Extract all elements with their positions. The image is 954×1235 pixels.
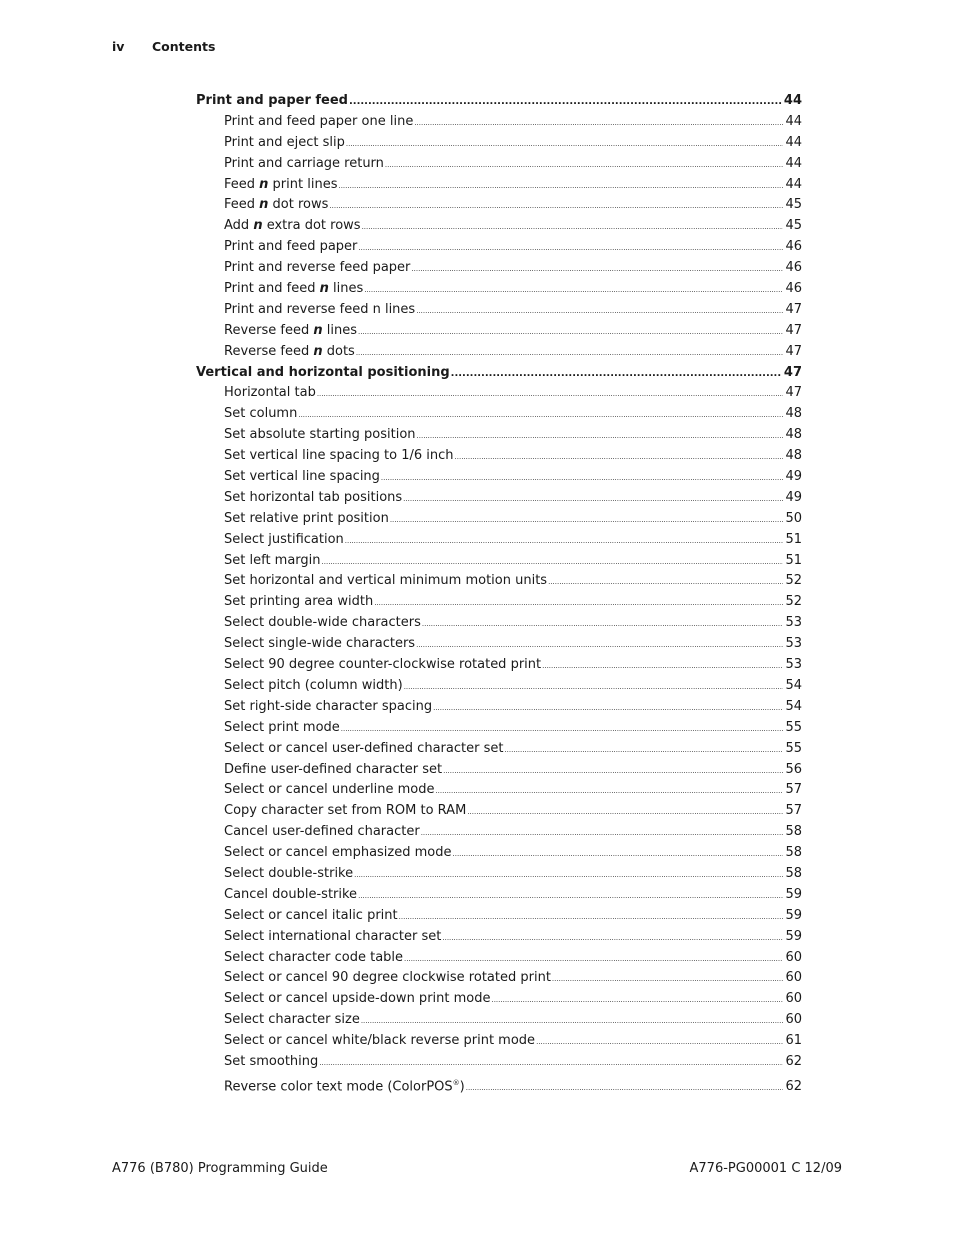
toc-page-number: 62	[785, 1079, 802, 1095]
toc-entry-title: Select or cancel white/black reverse print mode	[224, 1033, 536, 1049]
dot-leader	[536, 1032, 783, 1053]
toc-entry[interactable]	[196, 843, 802, 864]
dot-leader	[319, 1053, 783, 1074]
dot-leader	[345, 531, 784, 552]
toc-page-number: 53	[785, 657, 802, 673]
dot-leader	[443, 761, 783, 782]
dot-leader	[414, 113, 783, 134]
toc-entry-title: Select or cancel italic print	[224, 907, 398, 923]
toc-entry[interactable]	[196, 948, 802, 969]
toc-entry[interactable]	[196, 279, 802, 300]
dot-leader	[358, 238, 783, 259]
toc-page-number: 47	[785, 301, 802, 317]
dot-leader	[358, 886, 783, 907]
toc-page-number: 53	[785, 636, 802, 652]
toc-entry[interactable]	[196, 592, 802, 613]
toc-entry-title: Select international character set	[224, 928, 442, 944]
dot-leader	[346, 134, 784, 155]
toc-page-number: 45	[785, 218, 802, 234]
toc-page-number: 44	[785, 134, 802, 150]
toc-entry[interactable]	[196, 509, 802, 530]
toc-entry-title: Select double-wide characters	[224, 615, 421, 631]
dot-leader	[374, 593, 783, 614]
toc-page-number: 57	[785, 803, 802, 819]
dot-leader	[322, 552, 784, 573]
dot-leader	[364, 280, 783, 301]
dot-leader	[422, 614, 784, 635]
dot-leader	[421, 823, 784, 844]
toc-entry-title: Set horizontal and vertical minimum motion units	[224, 573, 548, 589]
dot-leader	[466, 1078, 784, 1099]
dot-leader	[329, 196, 783, 217]
toc-page-number: 57	[785, 782, 802, 798]
toc-page-number: 54	[785, 677, 802, 693]
toc-entry-title: Reverse color text mode (ColorPOS®)	[224, 1078, 465, 1095]
page-number: iv	[112, 39, 125, 54]
toc-entry[interactable]	[196, 634, 802, 655]
toc-entry[interactable]	[196, 864, 802, 885]
section-title: Contents	[152, 39, 216, 54]
toc-entry[interactable]	[196, 154, 802, 175]
toc-entry-title: Select character code table	[224, 949, 404, 965]
toc-page-number: 61	[785, 1033, 802, 1049]
toc-page-number: 49	[785, 489, 802, 505]
toc-entry-title: Select 90 degree counter-clockwise rotated print	[224, 657, 542, 673]
toc-entry-title: Print and reverse feed n lines	[224, 301, 416, 317]
toc-entry-title: Select or cancel underline mode	[224, 782, 435, 798]
toc-entry[interactable]	[196, 467, 802, 488]
toc-entry-title: Set vertical line spacing to 1/6 inch	[224, 448, 454, 464]
dot-leader	[442, 928, 783, 949]
toc-entry[interactable]	[196, 216, 802, 237]
toc-page-number: 56	[785, 761, 802, 777]
toc-entry-title: Set printing area width	[224, 594, 374, 610]
toc-page-number: 52	[785, 573, 802, 589]
table-of-contents	[196, 91, 802, 1094]
toc-entry[interactable]	[196, 1052, 802, 1073]
toc-entry[interactable]	[196, 968, 802, 989]
toc-entry-title: Set vertical line spacing	[224, 469, 380, 485]
toc-page-number: 55	[785, 740, 802, 756]
dot-leader	[542, 656, 783, 677]
toc-entry[interactable]	[196, 237, 802, 258]
dot-leader	[451, 364, 782, 385]
toc-entry[interactable]	[196, 697, 802, 718]
toc-entry-title: Print and carriage return	[224, 155, 384, 171]
toc-entry-title: Select justification	[224, 531, 344, 547]
toc-entry[interactable]	[196, 133, 802, 154]
toc-entry-title: Select or cancel user-defined character set	[224, 740, 504, 756]
toc-page-number: 60	[785, 970, 802, 986]
toc-page-number: 59	[785, 928, 802, 944]
toc-section-entry[interactable]	[196, 363, 802, 384]
toc-entry[interactable]	[196, 989, 802, 1010]
toc-entry[interactable]	[196, 112, 802, 133]
page-header	[112, 39, 215, 54]
toc-page-number: 48	[785, 427, 802, 443]
dot-leader	[417, 426, 784, 447]
footer-document-title: A776 (B780) Programming Guide	[112, 1161, 328, 1176]
footer-document-number: A776-PG00001 C 12/09	[689, 1161, 842, 1176]
toc-entry[interactable]	[196, 530, 802, 551]
toc-entry-title: Set right-side character spacing	[224, 698, 433, 714]
dot-leader	[361, 1011, 784, 1032]
toc-page-number: 49	[785, 469, 802, 485]
toc-entry-title: Set left margin	[224, 552, 321, 568]
toc-page-number: 47	[785, 322, 802, 338]
dot-leader	[298, 405, 783, 426]
toc-page-number: 60	[785, 991, 802, 1007]
dot-leader	[349, 92, 782, 113]
dot-leader	[433, 698, 783, 719]
toc-entry-title: Select double-strike	[224, 865, 354, 881]
toc-entry-title: Set relative print position	[224, 510, 389, 526]
toc-page-number: 62	[785, 1053, 802, 1069]
toc-page-number: 44	[785, 155, 802, 171]
toc-entry-title: Set column	[224, 406, 298, 422]
dot-leader	[491, 990, 783, 1011]
toc-entry[interactable]	[196, 1031, 802, 1052]
toc-entry-title: Reverse feed n lines	[224, 322, 357, 338]
toc-page-number: 60	[785, 1012, 802, 1028]
toc-entry-title: Horizontal tab	[224, 385, 316, 401]
toc-entry-title: Reverse feed n dots	[224, 343, 355, 359]
toc-entry[interactable]	[196, 1073, 802, 1094]
dot-leader	[399, 907, 784, 928]
dot-leader	[403, 489, 783, 510]
toc-entry-title: Add n extra dot rows	[224, 218, 361, 234]
toc-page-number: 53	[785, 615, 802, 631]
toc-page-number: 47	[783, 364, 802, 380]
dot-leader	[435, 781, 783, 802]
toc-entry[interactable]	[196, 383, 802, 404]
toc-entry-title: Select or cancel 90 degree clockwise rotated print	[224, 970, 551, 986]
toc-entry-title: Feed n dot rows	[224, 197, 329, 213]
toc-page-number: 44	[785, 113, 802, 129]
toc-entry-title: Print and feed n lines	[224, 281, 364, 297]
dot-leader	[504, 740, 783, 761]
toc-entry[interactable]	[196, 195, 802, 216]
toc-entry-title: Print and eject slip	[224, 134, 345, 150]
toc-entry[interactable]	[196, 488, 802, 509]
toc-page-number: 58	[785, 865, 802, 881]
toc-entry-title: Select print mode	[224, 719, 340, 735]
toc-entry-title: Copy character set from ROM to RAM	[224, 803, 467, 819]
dot-leader	[411, 259, 783, 280]
dot-leader	[341, 719, 784, 740]
toc-page-number: 45	[785, 197, 802, 213]
toc-page-number: 60	[785, 949, 802, 965]
toc-page-number: 47	[785, 385, 802, 401]
toc-page-number: 46	[785, 260, 802, 276]
toc-page-number: 51	[785, 552, 802, 568]
toc-entry-title: Select pitch (column width)	[224, 677, 403, 693]
toc-entry[interactable]	[196, 425, 802, 446]
dot-leader	[362, 217, 784, 238]
toc-entry-title: Select or cancel upside-down print mode	[224, 991, 491, 1007]
toc-entry[interactable]	[196, 718, 802, 739]
dot-leader	[390, 510, 784, 531]
toc-page-number: 46	[785, 281, 802, 297]
toc-page-number: 46	[785, 239, 802, 255]
toc-entry[interactable]	[196, 906, 802, 927]
toc-entry-title: Set horizontal tab positions	[224, 489, 403, 505]
toc-entry-title: Print and feed paper	[224, 239, 358, 255]
dot-leader	[548, 572, 783, 593]
toc-entry-title: Print and feed paper one line	[224, 113, 414, 129]
toc-entry-title: Select character size	[224, 1012, 360, 1028]
toc-entry[interactable]	[196, 551, 802, 572]
toc-page-number: 51	[785, 531, 802, 547]
dot-leader	[358, 322, 783, 343]
toc-page-number: 52	[785, 594, 802, 610]
dot-leader	[416, 635, 783, 656]
dot-leader	[552, 969, 784, 990]
dot-leader	[455, 447, 784, 468]
toc-page-number: 59	[785, 907, 802, 923]
toc-entry[interactable]	[196, 739, 802, 760]
toc-page-number: 59	[785, 886, 802, 902]
toc-entry[interactable]	[196, 676, 802, 697]
toc-entry-title: Print and paper feed	[196, 93, 348, 108]
toc-entry[interactable]	[196, 1010, 802, 1031]
dot-leader	[385, 155, 784, 176]
toc-entry[interactable]	[196, 801, 802, 822]
toc-page-number: 44	[785, 176, 802, 192]
toc-entry-title: Select or cancel emphasized mode	[224, 845, 452, 861]
toc-entry[interactable]	[196, 404, 802, 425]
toc-entry[interactable]	[196, 780, 802, 801]
toc-entry[interactable]	[196, 175, 802, 196]
toc-page-number: 50	[785, 510, 802, 526]
toc-page-number: 44	[783, 93, 802, 108]
toc-entry[interactable]	[196, 655, 802, 676]
toc-entry-title: Define user-defined character set	[224, 761, 443, 777]
toc-section-entry[interactable]	[196, 91, 802, 112]
toc-entry[interactable]	[196, 300, 802, 321]
toc-page-number: 54	[785, 698, 802, 714]
dot-leader	[467, 802, 783, 823]
toc-entry-title: Cancel user-defined character	[224, 824, 420, 840]
dot-leader	[381, 468, 784, 489]
toc-page-number: 47	[785, 343, 802, 359]
toc-page-number: 48	[785, 406, 802, 422]
toc-entry[interactable]	[196, 321, 802, 342]
dot-leader	[404, 949, 783, 970]
dot-leader	[317, 384, 784, 405]
toc-entry[interactable]	[196, 258, 802, 279]
toc-entry[interactable]	[196, 446, 802, 467]
toc-entry-title: Select single-wide characters	[224, 636, 416, 652]
toc-entry[interactable]	[196, 885, 802, 906]
toc-page-number: 55	[785, 719, 802, 735]
toc-entry-title: Feed n print lines	[224, 176, 338, 192]
dot-leader	[404, 677, 784, 698]
toc-entry-title: Vertical and horizontal positioning	[196, 364, 450, 380]
toc-entry-title: Set smoothing	[224, 1053, 319, 1069]
dot-leader	[416, 301, 783, 322]
toc-page-number: 58	[785, 824, 802, 840]
toc-entry-title: Cancel double-strike	[224, 886, 358, 902]
toc-entry[interactable]	[196, 760, 802, 781]
toc-page-number: 48	[785, 448, 802, 464]
toc-entry[interactable]	[196, 613, 802, 634]
dot-leader	[356, 343, 784, 364]
toc-entry-title: Set absolute starting position	[224, 427, 416, 443]
dot-leader	[453, 844, 784, 865]
dot-leader	[354, 865, 783, 886]
toc-entry-title: Print and reverse feed paper	[224, 260, 411, 276]
toc-entry[interactable]	[196, 342, 802, 363]
toc-page-number: 58	[785, 845, 802, 861]
toc-entry[interactable]	[196, 822, 802, 843]
toc-entry[interactable]	[196, 927, 802, 948]
toc-entry[interactable]	[196, 571, 802, 592]
dot-leader	[338, 176, 783, 197]
